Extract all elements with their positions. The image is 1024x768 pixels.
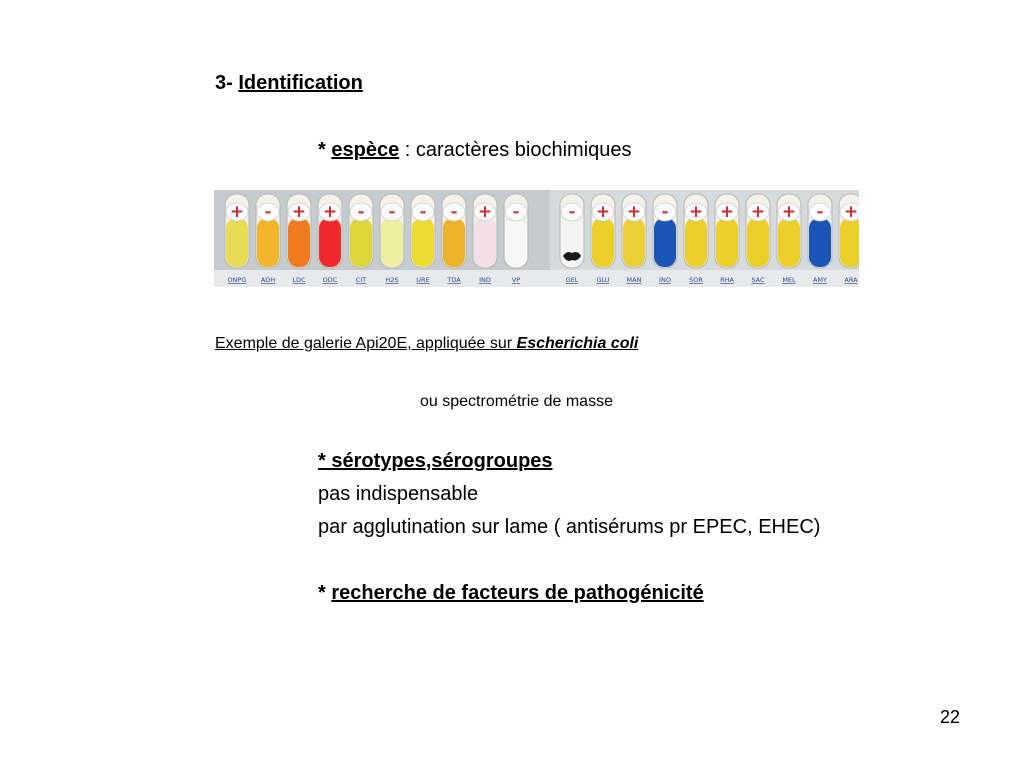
result-sign: - bbox=[264, 202, 272, 222]
serotypes-heading bbox=[318, 450, 553, 473]
test-label: ADH bbox=[260, 276, 276, 284]
serotypes-bullet: * bbox=[318, 450, 326, 472]
result-sign: + bbox=[291, 202, 307, 222]
result-sign: - bbox=[568, 202, 576, 222]
section-title bbox=[215, 72, 363, 95]
test-label: SAC bbox=[751, 276, 765, 284]
espece-text: : caractères biochimiques bbox=[404, 139, 632, 161]
test-label: GEL bbox=[565, 276, 579, 284]
result-sign: - bbox=[661, 202, 669, 222]
galerie-strip bbox=[214, 190, 859, 287]
test-label: MEL bbox=[782, 276, 796, 284]
result-sign: + bbox=[719, 202, 735, 222]
result-sign: - bbox=[388, 202, 396, 222]
test-label: CIT bbox=[355, 276, 367, 284]
espece-label: espèce bbox=[331, 139, 400, 161]
result-sign: + bbox=[477, 202, 493, 222]
serotypes-line-1: pas indispensable bbox=[318, 483, 479, 505]
test-label: URE bbox=[416, 276, 430, 284]
api20e-galerie-image bbox=[214, 190, 859, 287]
result-sign: + bbox=[843, 202, 859, 222]
result-sign: + bbox=[688, 202, 704, 222]
test-label: MAN bbox=[626, 276, 642, 284]
result-sign: - bbox=[512, 202, 520, 222]
pathogenicite-label: recherche de facteurs de pathogénicité bbox=[331, 582, 704, 604]
espece-line bbox=[318, 139, 632, 162]
test-label: VP bbox=[511, 276, 521, 284]
pathogenicite-bullet: * bbox=[318, 582, 332, 604]
result-sign: + bbox=[750, 202, 766, 222]
test-label: AMY bbox=[812, 276, 828, 284]
result-sign: - bbox=[419, 202, 427, 222]
alt-method-text: ou spectrométrie de masse bbox=[420, 393, 613, 410]
result-sign: + bbox=[322, 202, 338, 222]
result-sign: + bbox=[781, 202, 797, 222]
caption-species: Escherichia coli bbox=[516, 335, 639, 352]
test-label: LDC bbox=[292, 276, 306, 284]
figure-caption bbox=[215, 335, 638, 353]
espece-bullet: * bbox=[318, 139, 326, 161]
section-title-text: Identification bbox=[238, 72, 363, 94]
test-label: ODC bbox=[322, 276, 338, 284]
result-sign: + bbox=[595, 202, 611, 222]
test-label: H2S bbox=[385, 276, 399, 284]
test-label: INO bbox=[659, 276, 671, 284]
test-label: IND bbox=[479, 276, 491, 284]
result-sign: + bbox=[626, 202, 642, 222]
section-number: 3- bbox=[215, 72, 233, 94]
caption-text: Exemple de galerie Api20E, appliquée sur bbox=[215, 335, 517, 352]
result-sign: - bbox=[357, 202, 365, 222]
test-label: ONPG bbox=[227, 276, 247, 284]
serotypes-label: sérotypes,sérogroupes bbox=[325, 450, 553, 472]
page-number: 22 bbox=[940, 707, 961, 727]
test-label: TDA bbox=[447, 276, 461, 284]
test-label: SOR bbox=[689, 276, 703, 284]
result-sign: - bbox=[450, 202, 458, 222]
test-label: ARA bbox=[844, 276, 858, 284]
result-sign: + bbox=[229, 202, 245, 222]
test-label: RHA bbox=[720, 276, 734, 284]
test-label: GLU bbox=[596, 276, 610, 284]
pathogenicite-heading bbox=[318, 582, 704, 605]
serotypes-line-2: par agglutination sur lame ( antisérums pr EPEC, EHEC) bbox=[318, 516, 821, 538]
result-sign: - bbox=[816, 202, 824, 222]
